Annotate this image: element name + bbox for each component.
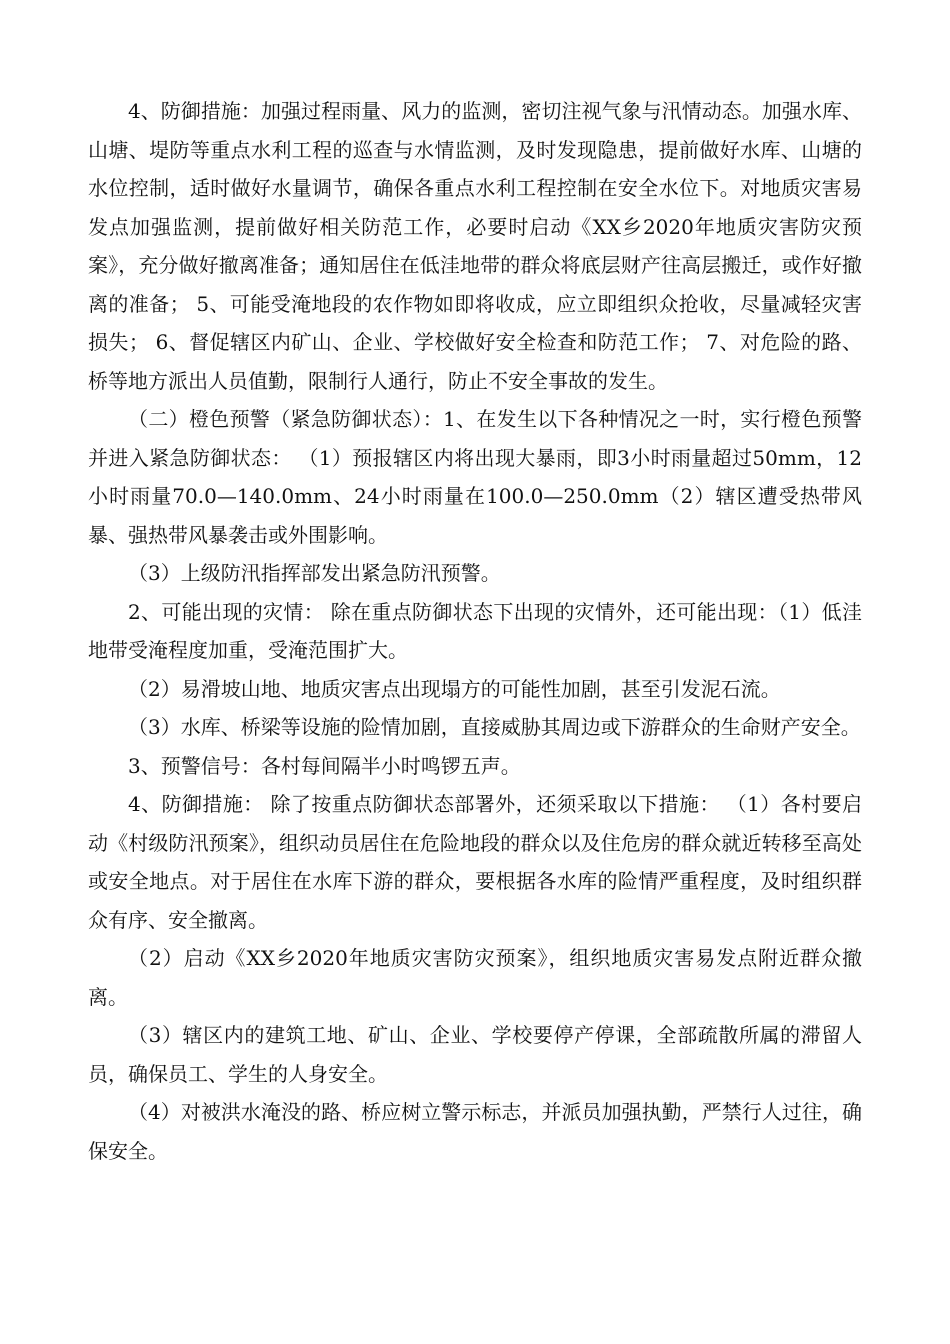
paragraph-orange-defense-measures: 4、防御措施： 除了按重点防御状态部署外，还须采取以下措施： （1）各村要启动《村级防汛预案》，组织动员居住在危险地段的群众以及住危房的群众就近转移至高处或安全地点。对于居住在水库下游的群众，要根据各水库的险情严重程度，及时组织群众有序、安全撤离。 <box>88 792 862 932</box>
paragraph-orange-warning: （二）橙色预警（紧急防御状态）：1、在发生以下各种情况之一时，实行橙色预警并进入紧急防御状态： （1）预报辖区内将出现大暴雨，即3小时雨量超过50mm，12小时雨量70.0—140.0mm、24小时雨量在100.0—250.0mm（2）辖区遭受热带风暴、强热带风暴袭击或外围影响。 <box>88 407 862 547</box>
paragraph-evacuate-sites: （3）辖区内的建筑工地、矿山、企业、学校要停产停课，全部疏散所属的滞留人员，确保员工、学生的人身安全。 <box>88 1023 862 1086</box>
paragraph-reservoir-risk: （3）水库、桥梁等设施的险情加剧，直接威胁其周边或下游群众的生命财产安全。 <box>128 715 861 739</box>
document-page <box>88 92 862 1170</box>
paragraph-flooded-roads: （4）对被洪水淹没的路、桥应树立警示标志，并派员加强执勤，严禁行人过往，确保安全。 <box>88 1100 862 1163</box>
paragraph-landslide-risk: （2）易滑坡山地、地质灾害点出现塌方的可能性加剧，甚至引发泥石流。 <box>128 676 781 701</box>
paragraph-warning-signal: 3、预警信号：各村每间隔半小时鸣锣五声。 <box>128 753 521 778</box>
paragraph-geological-plan: （2）启动《XX乡2020年地质灾害防灾预案》，组织地质灾害易发点附近群众撤离。 <box>88 946 862 1009</box>
paragraph-possible-disasters: 2、可能出现的灾情： 除在重点防御状态下出现的灾情外，还可能出现：（1）低洼地带受淹程度加重，受淹范围扩大。 <box>88 599 862 662</box>
paragraph-emergency-warning: （3）上级防汛指挥部发出紧急防汛预警。 <box>128 561 501 585</box>
paragraph-defense-measures: 4、防御措施：加强过程雨量、风力的监测，密切注视气象与汛情动态。加强水库、山塘、堤防等重点水利工程的巡查与水情监测，及时发现隐患，提前做好水库、山塘的水位控制，适时做好水量调节，确保各重点水利工程控制在安全水位下。对地质灾害易发点加强监测，提前做好相关防范工作，必要时启动《XX乡2020年地质灾害防灾预案》，充分做好撤离准备；通知居住在低洼地带的群众将底层财产往高层搬迁，或作好撤离的准备； 5、可能受淹地段的农作物如即将收成，应立即组织众抢收，尽量减轻灾害损失； 6、督促辖区内矿山、企业、学校做好安全检查和防范工作； 7、对危险的路、桥等地方派出人员值勤，限制行人通行，防止不安全事故的发生。 <box>88 99 862 393</box>
